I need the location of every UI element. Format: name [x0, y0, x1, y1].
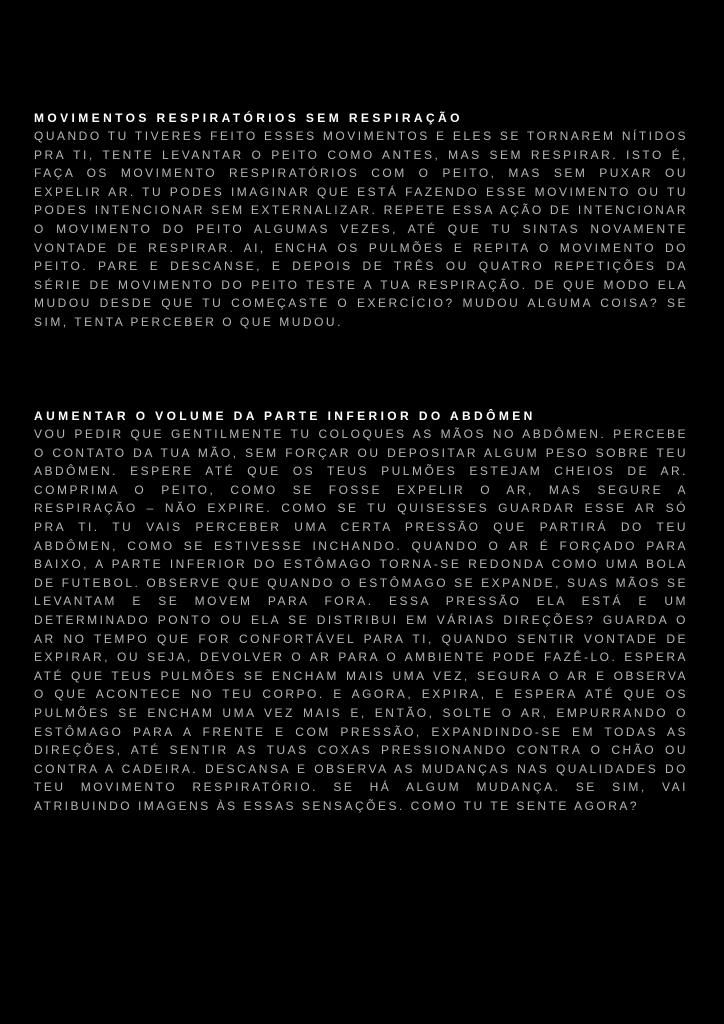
- section-body-text: QUANDO TU TIVERES FEITO ESSES MOVIMENTOS E ELES SE TORNAREM NÍTIDOS PRA TI, TENTE LEVANTAR O PEITO COMO ANTES, MAS SEM RESPIRAR. ISTO É, FAÇA OS MOVIMENTO RESPIRATÓRIOS COM O PEITO, MAS SEM PUXAR OU EXPELIR AR. TU PODES IMAGINAR QUE ESTÁ FAZENDO ESSE MOVIMENTO OU TU PODES INTENCIONAR SEM EXTERNALIZAR. REPETE ESSA AÇÃO DE INTENCIONAR O MOVIMENTO DO PEITO ALGUMAS VEZES, ATÉ QUE TU SINTAS NOVAMENTE VONTADE DE RESPIRAR. AI, ENCHA OS PULMÕES E REPITA O MOVIMENTO DO PEITO. PARE E DESCANSE, E DEPOIS DE TRÊS OU QUATRO REPETIÇÕES DA SÉRIE DE MOVIMENTO DO PEITO TESTE A TUA RESPIRAÇÃO. DE QUE MODO ELA MUDOU DESDE QUE TU COMEÇASTE O EXERCÍCIO? MUDOU ALGUMA COISA? SE SIM, TENTA PERCEBER O QUE MUDOU.: [34, 129, 688, 329]
- section-body-text: VOU PEDIR QUE GENTILMENTE TU COLOQUES AS MÃOS NO ABDÔMEN. PERCEBE O CONTATO DA TUA MÃO, SEM FORÇAR OU DEPOSITAR ALGUM PESO SOBRE TEU ABDÔMEN. ESPERE ATÉ QUE OS TEUS PULMÕES ESTEJAM CHEIOS DE AR. COMPRIMA O PEITO, COMO SE FOSSE EXPELIR O AR, MAS SEGURE A RESPIRAÇÃO – NÃO EXPIRE. COMO SE TU QUISESSES GUARDAR ESSE AR SÓ PRA TI. TU VAIS PERCEBER UMA CERTA PRESSÃO QUE PARTIRÁ DO TEU ABDÔMEN, COMO SE ESTIVESSE INCHANDO. QUANDO O AR É FORÇADO PARA BAIXO, A PARTE INFERIOR DO ESTÔMAGO TORNA-SE REDONDA COMO UMA BOLA DE FUTEBOL. OBSERVE QUE QUANDO O ESTÔMAGO SE EXPANDE, SUAS MÃOS SE LEVANTAM E SE MOVEM PARA FORA. ESSA PRESSÃO ELA ESTÁ E UM DETERMINADO PONTO OU ELA SE DISTRIBUI EM VÁRIAS DIREÇÕES? GUARDA O AR NO TEMPO QUE FOR CONFORTÁVEL PARA TI, QUANDO SENTIR VONTADE DE EXPIRAR, OU SEJA, DEVOLVER O AR PARA O AMBIENTE PODE FAZÊ-LO. ESPERA ATÉ QUE TEUS PULMÕES SE ENCHAM MAIS UMA VEZ, SEGURA O AR E OBSERVA O QUE ACONTECE NO TEU CORPO. E AGORA, EXPIRA, E ESPERA ATÉ QUE OS PULMÕES SE ENCHAM UMA VEZ MAIS E, ENTÃO, SOLTE O AR, EMPURRANDO O ESTÔMAGO PARA A FRENTE E COM PRESSÃO, EXPANDINDO-SE EM TODAS AS DIREÇÕES, ATÉ SENTIR AS TUAS COXAS PRESSIONANDO CONTRA O CHÃO OU CONTRA A CADEIRA. DESCANSA E OBSERVA AS MUDANÇAS NAS QUALIDADES DO TEU MOVIMENTO RESPIRATÓRIO. SE HÁ ALGUM MUDANÇA. SE SIM, VAI ATRIBUINDO IMAGENS ÀS ESSAS SENSAÇÕES. COMO TU TE SENTE AGORA?: [34, 427, 688, 813]
- section-heading: MOVIMENTOS RESPIRATÓRIOS SEM RESPIRAÇÃO: [34, 111, 463, 125]
- section-heading: AUMENTAR O VOLUME DA PARTE INFERIOR DO ABDÔMEN: [34, 409, 536, 423]
- section-breathing-movements: [34, 109, 688, 332]
- section-lower-abdomen: [34, 407, 688, 815]
